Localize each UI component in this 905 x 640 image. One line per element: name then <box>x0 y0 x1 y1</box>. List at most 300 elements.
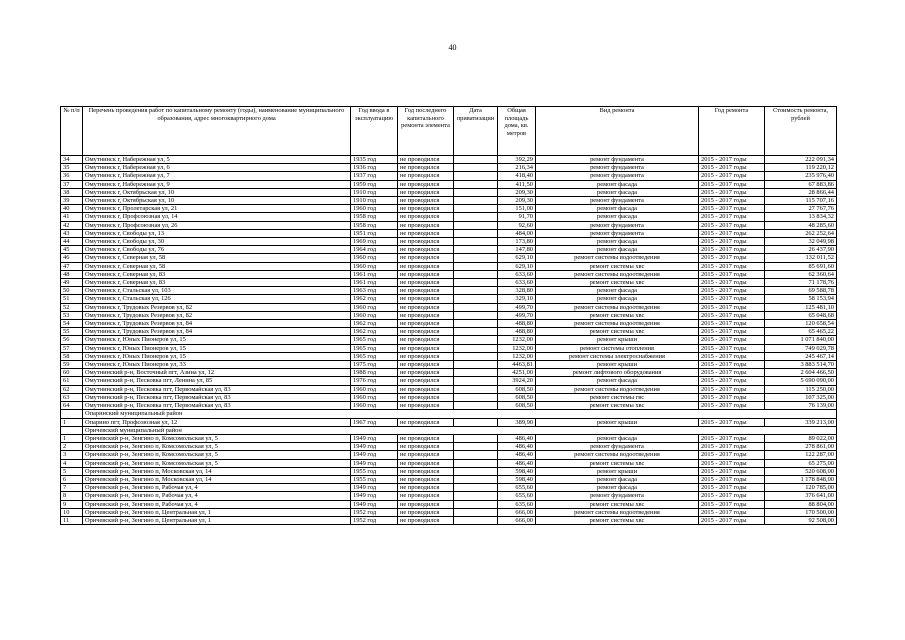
cell-year-built: 1910 год <box>351 188 398 196</box>
cell-area: 147,80 <box>498 246 536 254</box>
cell-last-repair: не проводился <box>398 361 454 369</box>
cell-repair-year: 2015 - 2017 годы <box>699 164 765 172</box>
cell-repair-kind: ремонт фундамента <box>536 443 699 451</box>
cell-number <box>61 426 83 434</box>
cell-address: Омутнинск г, Северная ул, 83 <box>83 270 351 278</box>
cell-cost: 76 139,00 <box>765 402 837 410</box>
cell-repair-kind: ремонт системы хвс <box>536 311 699 319</box>
cell-privatization <box>454 484 498 492</box>
cell-year-built: 1949 год <box>351 492 398 500</box>
cell-last-repair: не проводился <box>398 246 454 254</box>
cell-cost: 1 071 840,00 <box>765 336 837 344</box>
cell-area: 418,40 <box>498 172 536 180</box>
cell-year-built: 1960 год <box>351 402 398 410</box>
cell-number: 43 <box>61 229 83 237</box>
cell-number: 63 <box>61 393 83 401</box>
cell-repair-kind: ремонт системы хвс <box>536 459 699 467</box>
cell-area: 484,00 <box>498 229 536 237</box>
cell-number: 39 <box>61 197 83 205</box>
cell-number: 5 <box>61 467 83 475</box>
cell-privatization <box>454 262 498 270</box>
cell-area: 629,10 <box>498 254 536 262</box>
cell-privatization <box>454 287 498 295</box>
cell-repair-kind: ремонт системы водоотведения <box>536 451 699 459</box>
cell-address: Омутнинский р-н, Песковка пгт, Ленина ул, 85 <box>83 377 351 385</box>
cell-privatization <box>454 328 498 336</box>
cell-number: 51 <box>61 295 83 303</box>
cell-address: Омутнинск г, Трудовых Резервов ул, 82 <box>83 303 351 311</box>
cell-cost: 119 220,12 <box>765 164 837 172</box>
cell-address: Омутнинск г, Юных Пионеров ул, 33 <box>83 361 351 369</box>
cell-repair-kind: ремонт системы водоотведения <box>536 320 699 328</box>
cell-number: 49 <box>61 279 83 287</box>
cell-repair-kind: ремонт системы водоотведения <box>536 385 699 393</box>
cell-privatization <box>454 279 498 287</box>
cell-repair-year: 2015 - 2017 годы <box>699 484 765 492</box>
cell-repair-kind: ремонт фасада <box>536 205 699 213</box>
cell-address: Омутнинск г, Юных Пионеров ул, 15 <box>83 344 351 352</box>
cell-repair-year: 2015 - 2017 годы <box>699 295 765 303</box>
cell-year-built: 1935 год <box>351 156 398 164</box>
cell-repair-year: 2015 - 2017 годы <box>699 172 765 180</box>
cell-repair-year: 2015 - 2017 годы <box>699 352 765 360</box>
cell-area: 173,80 <box>498 238 536 246</box>
cell-year-built: 1962 год <box>351 328 398 336</box>
cell-area: 633,60 <box>498 270 536 278</box>
cell-year-built: 1964 год <box>351 246 398 254</box>
cell-last-repair: не проводился <box>398 238 454 246</box>
cell-address: Омутнинский р-н, Песковка пгт, Первомайская ул, 83 <box>83 402 351 410</box>
cell-repair-kind: ремонт системы хвс <box>536 279 699 287</box>
cell-year-built: 1959 год <box>351 180 398 188</box>
cell-address: Опарино пгт, Профсоюзная ул, 12 <box>83 418 351 426</box>
cell-address: Омутнинск г, Северная ул, 83 <box>83 279 351 287</box>
col-header-address: Перечень проведения работ по капитальному ремонту (годы), наименование муниципального образования, адрес многоквартирного дома <box>83 107 351 156</box>
table-row <box>61 221 837 229</box>
cell-repair-kind: ремонт системы хвс <box>536 402 699 410</box>
cell-address: Оричевский р-н, Зенгино п, Рабочая ул, 4 <box>83 492 351 500</box>
cell-repair-kind: ремонт фундамента <box>536 197 699 205</box>
cell-last-repair: не проводился <box>398 377 454 385</box>
cell-cost: 262 252,64 <box>765 229 837 237</box>
cell-repair-kind: ремонт фундамента <box>536 172 699 180</box>
cell-number <box>61 410 83 418</box>
cell-privatization <box>454 213 498 221</box>
cell-privatization <box>454 377 498 385</box>
cell-cost: 65 048,68 <box>765 311 837 319</box>
cell-repair-year: 2015 - 2017 годы <box>699 385 765 393</box>
section-row <box>61 410 837 418</box>
cell-repair-year: 2015 - 2017 годы <box>699 303 765 311</box>
cell-privatization <box>454 467 498 475</box>
cell-number: 4 <box>61 459 83 467</box>
cell-repair-kind: ремонт фасада <box>536 434 699 442</box>
cell-repair-kind: ремонт фундамента <box>536 221 699 229</box>
cell-cost: 1 178 848,00 <box>765 475 837 483</box>
cell-year-built: 1960 год <box>351 311 398 319</box>
cell-repair-kind: ремонт системы хвс <box>536 516 699 524</box>
cell-year-built: 1949 год <box>351 500 398 508</box>
cell-last-repair: не проводился <box>398 188 454 196</box>
table-row <box>61 172 837 180</box>
cell-cost: 278 861,00 <box>765 443 837 451</box>
cell-year-built: 1960 год <box>351 262 398 270</box>
cell-address: Омутнинский р-н, Песковка пгт, Первомайская ул, 83 <box>83 393 351 401</box>
cell-privatization <box>454 188 498 196</box>
cell-address: Оричевский р-н, Зенгино п, Рабочая ул, 4 <box>83 484 351 492</box>
cell-privatization <box>454 516 498 524</box>
cell-area: 499,70 <box>498 303 536 311</box>
table-row <box>61 197 837 205</box>
cell-number: 45 <box>61 246 83 254</box>
table-row <box>61 229 837 237</box>
cell-privatization <box>454 336 498 344</box>
cell-year-built: 1960 год <box>351 385 398 393</box>
cell-last-repair: не проводился <box>398 336 454 344</box>
cell-repair-year: 2015 - 2017 годы <box>699 238 765 246</box>
cell-repair-kind: ремонт фасада <box>536 377 699 385</box>
cell-privatization <box>454 393 498 401</box>
cell-number: 47 <box>61 262 83 270</box>
cell-cost: 89 022,00 <box>765 434 837 442</box>
cell-area: 1232,00 <box>498 352 536 360</box>
cell-cost: 88 804,00 <box>765 500 837 508</box>
cell-cost: 122 287,00 <box>765 451 837 459</box>
cell-year-built: 1910 год <box>351 197 398 205</box>
cell-number: 44 <box>61 238 83 246</box>
cell-repair-kind: ремонт фундамента <box>536 492 699 500</box>
cell-repair-year: 2015 - 2017 годы <box>699 221 765 229</box>
table-row <box>61 484 837 492</box>
cell-number: 10 <box>61 508 83 516</box>
col-header-year-built: Год ввода в эксплуатацию <box>351 107 398 156</box>
cell-repair-year: 2015 - 2017 годы <box>699 270 765 278</box>
cell-repair-kind: ремонт системы отопления <box>536 344 699 352</box>
cell-cost: 5 690 090,00 <box>765 377 837 385</box>
table-row <box>61 434 837 442</box>
table-row <box>61 475 837 483</box>
cell-area: 4251,00 <box>498 369 536 377</box>
cell-address: Омутнинский р-н, Песковка пгт, Первомайская ул, 83 <box>83 385 351 393</box>
cell-area: 209,30 <box>498 188 536 196</box>
cell-area: 91,70 <box>498 213 536 221</box>
cell-repair-year: 2015 - 2017 годы <box>699 205 765 213</box>
cell-last-repair: не проводился <box>398 451 454 459</box>
table-row <box>61 443 837 451</box>
cell-number: 60 <box>61 369 83 377</box>
table-row <box>61 402 837 410</box>
cell-number: 1 <box>61 434 83 442</box>
table-row <box>61 467 837 475</box>
cell-privatization <box>454 418 498 426</box>
cell-cost: 376 641,00 <box>765 492 837 500</box>
cell-address: Омутнинск г, Набережная ул, 5 <box>83 156 351 164</box>
cell-last-repair: не проводился <box>398 328 454 336</box>
cell-privatization <box>454 164 498 172</box>
cell-address: Омутнинск г, Пролетарская ул, 21 <box>83 205 351 213</box>
cell-area: 598,40 <box>498 475 536 483</box>
cell-last-repair: не проводился <box>398 197 454 205</box>
cell-repair-kind: ремонт фасада <box>536 295 699 303</box>
cell-repair-kind: ремонт системы хвс <box>536 500 699 508</box>
cell-area: 392,29 <box>498 156 536 164</box>
cell-last-repair: не проводился <box>398 303 454 311</box>
cell-repair-year: 2015 - 2017 годы <box>699 459 765 467</box>
cell-last-repair: не проводился <box>398 475 454 483</box>
cell-last-repair: не проводился <box>398 295 454 303</box>
cell-cost: 339 213,00 <box>765 418 837 426</box>
cell-year-built: 1960 год <box>351 254 398 262</box>
table-row <box>61 213 837 221</box>
cell-number: 1 <box>61 418 83 426</box>
cell-repair-year: 2015 - 2017 годы <box>699 467 765 475</box>
cell-repair-kind: ремонт фасада <box>536 484 699 492</box>
cell-cost: 85 691,60 <box>765 262 837 270</box>
cell-address: Омутнинск г, Юных Пионеров ул, 15 <box>83 336 351 344</box>
cell-privatization <box>454 270 498 278</box>
cell-last-repair: не проводился <box>398 164 454 172</box>
cell-address: Омутнинск г, Трудовых Резервов ул, 82 <box>83 311 351 319</box>
cell-year-built: 1963 год <box>351 287 398 295</box>
table-row <box>61 287 837 295</box>
cell-privatization <box>454 434 498 442</box>
cell-year-built: 1988 год <box>351 369 398 377</box>
cell-area: 328,80 <box>498 287 536 295</box>
cell-cost: 62 360,64 <box>765 270 837 278</box>
cell-address: Оричевский р-н, Зенгино п, Центральная ул, 1 <box>83 516 351 524</box>
cell-repair-kind: ремонт системы хвс <box>536 328 699 336</box>
cell-number: 50 <box>61 287 83 295</box>
cell-year-built: 1952 год <box>351 508 398 516</box>
cell-year-built: 1969 год <box>351 238 398 246</box>
cell-repair-year: 2015 - 2017 годы <box>699 262 765 270</box>
cell-repair-year: 2015 - 2017 годы <box>699 320 765 328</box>
cell-area: 486,40 <box>498 443 536 451</box>
cell-year-built: 1952 год <box>351 516 398 524</box>
cell-last-repair: не проводился <box>398 172 454 180</box>
cell-area: 629,10 <box>498 262 536 270</box>
cell-privatization <box>454 246 498 254</box>
cell-cost: 48 285,60 <box>765 221 837 229</box>
cell-cost: 749 029,78 <box>765 344 837 352</box>
cell-address: Омутнинск г, Октябрьская ул, 10 <box>83 197 351 205</box>
cell-address: Омутнинск г, Свободы ул, 13 <box>83 229 351 237</box>
cell-cost: 13 834,32 <box>765 213 837 221</box>
table-row <box>61 385 837 393</box>
cell-cost: 28 866,44 <box>765 188 837 196</box>
cell-repair-kind: ремонт крыши <box>536 467 699 475</box>
cell-repair-year: 2015 - 2017 годы <box>699 156 765 164</box>
cell-area: 655,60 <box>498 484 536 492</box>
cell-year-built: 1949 год <box>351 484 398 492</box>
cell-repair-year: 2015 - 2017 годы <box>699 361 765 369</box>
cell-area: 4463,81 <box>498 361 536 369</box>
cell-cost: 65 465,22 <box>765 328 837 336</box>
cell-address: Омутнинск г, Свободы ул, 76 <box>83 246 351 254</box>
cell-area: 216,34 <box>498 164 536 172</box>
cell-year-built: 1965 год <box>351 352 398 360</box>
table-row <box>61 361 837 369</box>
cell-last-repair: не проводился <box>398 484 454 492</box>
cell-last-repair: не проводился <box>398 254 454 262</box>
cell-address: Оричевский р-н, Зенгино п, Московская ул, 14 <box>83 475 351 483</box>
cell-number: 61 <box>61 377 83 385</box>
cell-address: Омутнинск г, Северная ул, 58 <box>83 254 351 262</box>
cell-cost: 71 178,76 <box>765 279 837 287</box>
cell-year-built: 1955 год <box>351 475 398 483</box>
cell-repair-kind: ремонт крыши <box>536 418 699 426</box>
table-row <box>61 516 837 524</box>
cell-area: 486,40 <box>498 451 536 459</box>
cell-address: Омутнинский р-н, Восточный пгт, Азина ул, 12 <box>83 369 351 377</box>
cell-cost: 32 049,98 <box>765 238 837 246</box>
cell-year-built: 1961 год <box>351 279 398 287</box>
cell-number: 36 <box>61 172 83 180</box>
cell-privatization <box>454 197 498 205</box>
cell-cost: 120 658,54 <box>765 320 837 328</box>
cell-number: 34 <box>61 156 83 164</box>
cell-year-built: 1976 год <box>351 377 398 385</box>
col-header-number: № п/п <box>61 107 83 156</box>
cell-number: 41 <box>61 213 83 221</box>
cell-privatization <box>454 156 498 164</box>
table-row <box>61 508 837 516</box>
cell-number: 59 <box>61 361 83 369</box>
cell-repair-year: 2015 - 2017 годы <box>699 180 765 188</box>
cell-privatization <box>454 443 498 451</box>
cell-number: 55 <box>61 328 83 336</box>
cell-repair-kind: ремонт фасада <box>536 188 699 196</box>
cell-area: 635,60 <box>498 500 536 508</box>
cell-address: Омутнинск г, Набережная ул, 9 <box>83 180 351 188</box>
cell-year-built: 1960 год <box>351 205 398 213</box>
cell-number: 56 <box>61 336 83 344</box>
cell-last-repair: не проводился <box>398 352 454 360</box>
table-row <box>61 500 837 508</box>
cell-number: 9 <box>61 500 83 508</box>
table-row <box>61 205 837 213</box>
cell-address: Омутнинск г, Набережная ул, 7 <box>83 172 351 180</box>
section-row <box>61 426 837 434</box>
cell-last-repair: не проводился <box>398 500 454 508</box>
cell-repair-kind: ремонт системы водоотведения <box>536 508 699 516</box>
col-header-cost: Стоимость ремонта, рублей <box>765 107 837 156</box>
cell-repair-kind: ремонт системы хвс <box>536 262 699 270</box>
cell-area: 1232,00 <box>498 336 536 344</box>
cell-cost: 27 767,76 <box>765 205 837 213</box>
cell-repair-year: 2015 - 2017 годы <box>699 443 765 451</box>
cell-address: Омутнинск г, Октябрьская ул, 10 <box>83 188 351 196</box>
cell-repair-year: 2015 - 2017 годы <box>699 393 765 401</box>
cell-year-built: 1962 год <box>351 295 398 303</box>
cell-area: 209,30 <box>498 197 536 205</box>
table-row <box>61 393 837 401</box>
cell-last-repair: не проводился <box>398 221 454 229</box>
cell-area: 389,90 <box>498 418 536 426</box>
cell-cost: 107 325,00 <box>765 393 837 401</box>
cell-repair-kind: ремонт фасада <box>536 238 699 246</box>
cell-repair-year: 2015 - 2017 годы <box>699 336 765 344</box>
cell-address: Оричевский р-н, Зенгино п, Комсомольская ул, 5 <box>83 451 351 459</box>
table-row <box>61 279 837 287</box>
cell-repair-kind: ремонт фасада <box>536 213 699 221</box>
cell-last-repair: не проводился <box>398 320 454 328</box>
cell-repair-year: 2015 - 2017 годы <box>699 402 765 410</box>
table-row <box>61 377 837 385</box>
col-header-last-repair: Год последнего капитального ремонта элемента <box>398 107 454 156</box>
repair-program-table <box>60 106 837 525</box>
cell-privatization <box>454 320 498 328</box>
cell-last-repair: не проводился <box>398 393 454 401</box>
cell-repair-year: 2015 - 2017 годы <box>699 418 765 426</box>
col-header-repair-year: Год ремонта <box>699 107 765 156</box>
cell-cost: 245 467,14 <box>765 352 837 360</box>
table-header-row <box>61 107 837 156</box>
cell-repair-year: 2015 - 2017 годы <box>699 197 765 205</box>
cell-repair-kind: ремонт фасада <box>536 246 699 254</box>
cell-area: 655,60 <box>498 492 536 500</box>
cell-number: 8 <box>61 492 83 500</box>
cell-last-repair: не проводился <box>398 262 454 270</box>
cell-cost: 132 011,52 <box>765 254 837 262</box>
cell-repair-kind: ремонт крыши <box>536 336 699 344</box>
cell-privatization <box>454 475 498 483</box>
cell-year-built: 1975 год <box>351 361 398 369</box>
cell-number: 58 <box>61 352 83 360</box>
cell-area: 608,50 <box>498 393 536 401</box>
cell-repair-kind: ремонт фасада <box>536 287 699 295</box>
cell-address: Оричевский р-н, Зенгино п, Центральная ул, 1 <box>83 508 351 516</box>
cell-privatization <box>454 295 498 303</box>
cell-repair-year: 2015 - 2017 годы <box>699 492 765 500</box>
table-row <box>61 254 837 262</box>
cell-number: 38 <box>61 188 83 196</box>
cell-year-built: 1965 год <box>351 344 398 352</box>
cell-year-built: 1965 год <box>351 336 398 344</box>
table-row <box>61 328 837 336</box>
cell-repair-year: 2015 - 2017 годы <box>699 213 765 221</box>
cell-privatization <box>454 229 498 237</box>
cell-repair-kind: ремонт фундамента <box>536 156 699 164</box>
cell-repair-year: 2015 - 2017 годы <box>699 475 765 483</box>
cell-repair-kind: ремонт фундамента <box>536 164 699 172</box>
cell-repair-year: 2015 - 2017 годы <box>699 279 765 287</box>
cell-year-built: 1949 год <box>351 451 398 459</box>
cell-privatization <box>454 303 498 311</box>
table-row <box>61 344 837 352</box>
cell-number: 2 <box>61 443 83 451</box>
cell-last-repair: не проводился <box>398 492 454 500</box>
cell-privatization <box>454 221 498 229</box>
cell-privatization <box>454 172 498 180</box>
cell-last-repair: не проводился <box>398 385 454 393</box>
cell-last-repair: не проводился <box>398 279 454 287</box>
table-row <box>61 164 837 172</box>
cell-cost: 222 091,34 <box>765 156 837 164</box>
cell-last-repair: не проводился <box>398 156 454 164</box>
cell-cost: 115 250,00 <box>765 385 837 393</box>
cell-repair-kind: ремонт крыши <box>536 361 699 369</box>
cell-repair-year: 2015 - 2017 годы <box>699 516 765 524</box>
cell-cost: 3 883 514,70 <box>765 361 837 369</box>
cell-last-repair: не проводился <box>398 459 454 467</box>
cell-repair-kind: ремонт системы электроснабжения <box>536 352 699 360</box>
table-row <box>61 246 837 254</box>
table-row <box>61 336 837 344</box>
table-row <box>61 459 837 467</box>
cell-address: Оричевский р-н, Зенгино п, Московская ул, 14 <box>83 467 351 475</box>
table-row <box>61 369 837 377</box>
